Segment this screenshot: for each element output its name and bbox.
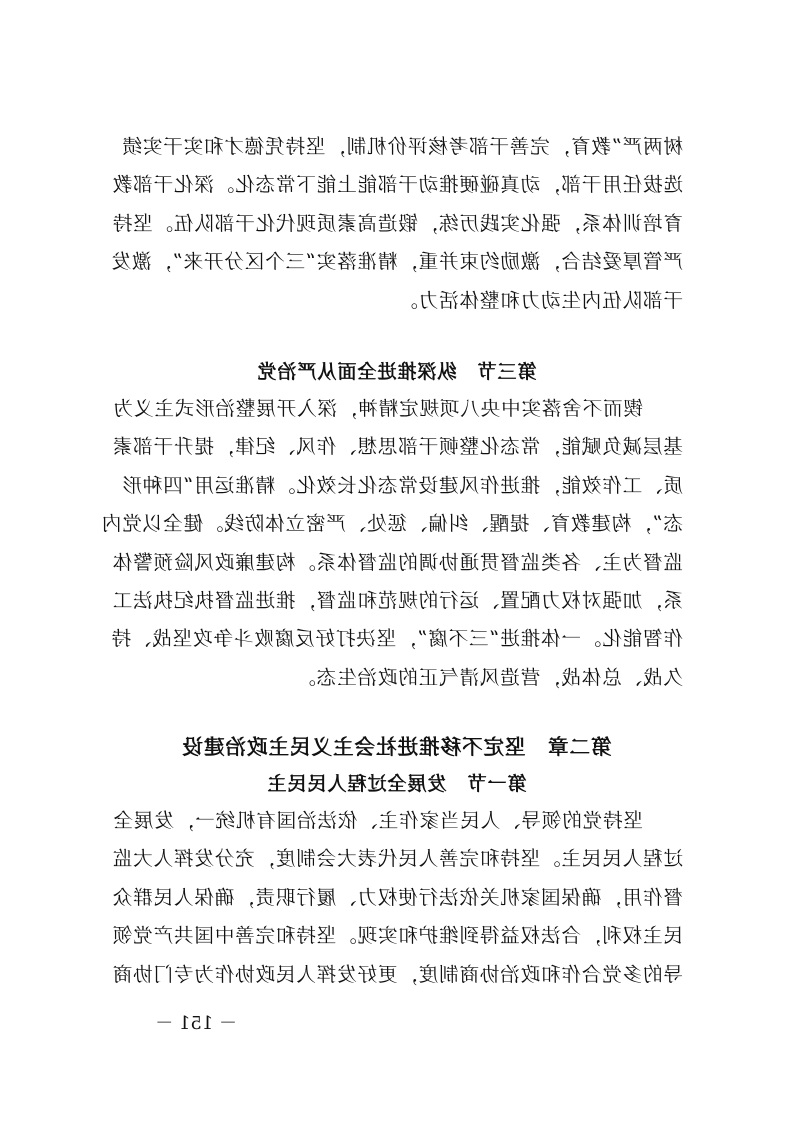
- text-line: 久战、总体战，营造风清气正的政治生态。: [295, 665, 683, 689]
- text-line: 督作用，确保国家机关依法行使权力、履行职责，确保人民群众: [111, 885, 683, 909]
- text-line: 质、工作效能，推进作风建设常态化长效化。精准运用“四种形: [121, 473, 683, 497]
- paragraph-cadre-management: [95, 128, 683, 320]
- page-number-footer: [0, 1009, 793, 1035]
- paragraph-whole-process-democracy: [95, 802, 683, 994]
- text-line: 严管厚爱结合，激励约束并重，精准落实“三个区分开来”，激发: [110, 250, 683, 274]
- paragraph-party-discipline: [95, 390, 683, 697]
- text-line: 选拔任用干部，动真碰硬推动干部能上能下常态化。深化干部教: [111, 173, 683, 197]
- text-line: 作智能化。一体推进“三不腐”，坚决打好反腐败斗争攻坚战、持: [110, 627, 683, 651]
- chapter-title: 第二章 坚定不移推进社会主义民主政治建设: [181, 735, 612, 759]
- section-title-1: 第一节 发展全过程人民民主: [266, 773, 527, 795]
- text-line: 系，加强对权力配置、运行的规范和监督，推进监督执纪执法工: [111, 588, 683, 612]
- text-line: 干部队伍内生动力和整体活力。: [397, 288, 683, 312]
- text-line: 过程人民民主。坚持和完善人民代表大会制度，充分发挥人大监: [111, 847, 683, 871]
- text-line: 树两严”教育，完善干部考核评价机制，坚持凭德才和实干实绩: [121, 135, 683, 158]
- text-line: 态”，构建教育、提醒、纠偏、惩处、严密立体防线。健全以党内: [101, 512, 683, 536]
- text-line: 锲而不舍落实中央八项规定精神，深入开展整治形式主义为: [112, 397, 643, 420]
- section-title-3: 第三节 纵深推进全面从严治党: [256, 361, 537, 383]
- text-line: 民主权利，合法权益得到维护和实现。坚持和完善中国共产党领: [111, 924, 683, 948]
- text-line: 育培训体系，强化实践历练，锻造高素质现代化干部队伍。坚持: [111, 211, 683, 235]
- text-line: 导的多党合作和政治协商制度，更好发挥人民政协作为专门协商: [111, 962, 683, 986]
- text-line: 坚持党的领导、人民当家作主、依法治国有机统一，发展全: [112, 809, 643, 832]
- page-number: － 151 －: [155, 1013, 237, 1034]
- text-line: 基层减负赋能，常态化整顿干部思想、作风、纪律，提升干部素: [111, 435, 683, 459]
- text-line: 监督为主、各类监督贯通协调的监督体系。构建廉政风险预警体: [111, 550, 683, 574]
